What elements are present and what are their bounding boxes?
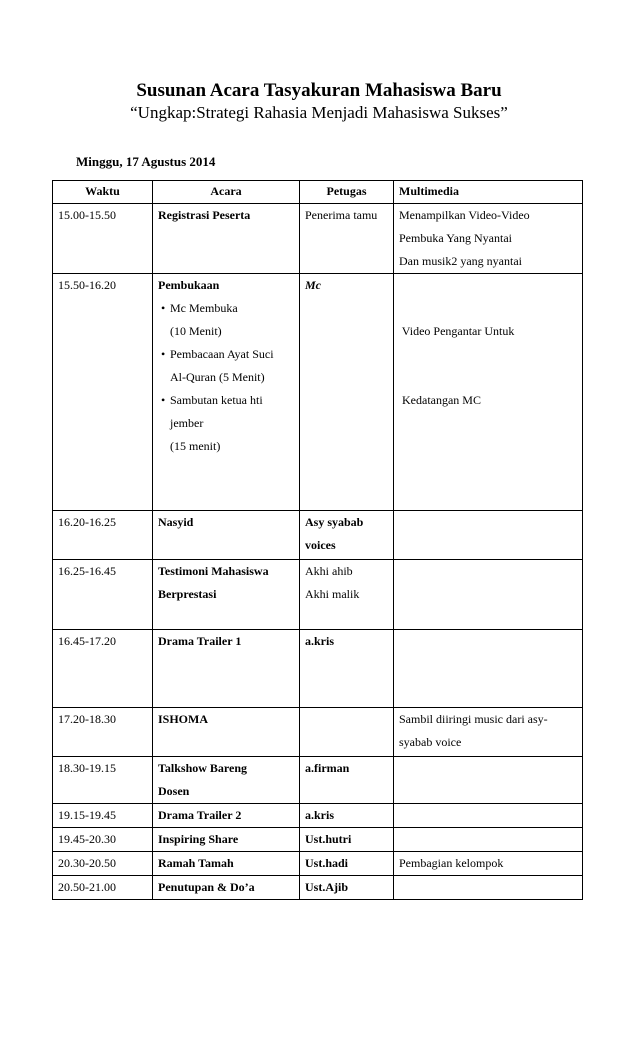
table-row bbox=[53, 204, 583, 274]
cell-waktu: 20.30-20.50 bbox=[53, 852, 153, 876]
multimedia-line: Menampilkan Video-Video bbox=[399, 208, 530, 222]
cell-petugas bbox=[300, 560, 394, 630]
table-row bbox=[53, 876, 583, 900]
cell-multimedia: Pembagian kelompok bbox=[394, 852, 583, 876]
table-row bbox=[53, 708, 583, 757]
event-date: Minggu, 17 Agustus 2014 bbox=[76, 154, 216, 169]
cell-waktu: 20.50-21.00 bbox=[53, 876, 153, 900]
multimedia-line: Kedatangan MC bbox=[399, 393, 481, 407]
cell-multimedia bbox=[394, 708, 583, 757]
cell-acara bbox=[153, 560, 300, 630]
header-multimedia: Multimedia bbox=[394, 181, 583, 204]
cell-multimedia bbox=[394, 204, 583, 274]
list-item bbox=[158, 343, 294, 389]
bullet-icon: • bbox=[161, 393, 166, 407]
table-row bbox=[53, 274, 583, 511]
multimedia-line: syabab voice bbox=[399, 735, 462, 749]
cell-petugas: a.kris bbox=[300, 630, 394, 708]
cell-waktu: 17.20-18.30 bbox=[53, 708, 153, 757]
cell-petugas: Mc bbox=[300, 274, 394, 511]
table-row bbox=[53, 630, 583, 708]
cell-waktu: 15.00-15.50 bbox=[53, 204, 153, 274]
cell-waktu: 16.25-16.45 bbox=[53, 560, 153, 630]
document-title: Susunan Acara Tasyakuran Mahasiswa Baru bbox=[136, 80, 502, 101]
cell-waktu: 19.45-20.30 bbox=[53, 828, 153, 852]
cell-petugas: Ust.Ajib bbox=[300, 876, 394, 900]
header-petugas: Petugas bbox=[300, 181, 394, 204]
petugas-line: voices bbox=[305, 538, 336, 552]
petugas-line: Asy syabab bbox=[305, 515, 364, 529]
table-row bbox=[53, 804, 583, 828]
petugas-line: Akhi ahib bbox=[305, 564, 353, 578]
cell-petugas bbox=[300, 511, 394, 560]
cell-waktu: 18.30-19.15 bbox=[53, 757, 153, 804]
cell-multimedia bbox=[394, 630, 583, 708]
multimedia-line: Video Pengantar Untuk bbox=[399, 324, 515, 338]
cell-acara: Inspiring Share bbox=[153, 828, 300, 852]
acara-line: Talkshow Bareng bbox=[158, 761, 248, 775]
header-waktu: Waktu bbox=[53, 181, 153, 204]
cell-multimedia bbox=[394, 274, 583, 511]
cell-petugas bbox=[300, 708, 394, 757]
table-header-row bbox=[53, 181, 583, 204]
table-row bbox=[53, 560, 583, 630]
cell-petugas: a.firman bbox=[300, 757, 394, 804]
cell-acara: Registrasi Peserta bbox=[153, 204, 300, 274]
document-subtitle: “Ungkap:Strategi Rahasia Menjadi Mahasiswa Sukses” bbox=[130, 103, 508, 122]
cell-multimedia bbox=[394, 828, 583, 852]
table-row bbox=[53, 757, 583, 804]
cell-multimedia bbox=[394, 757, 583, 804]
cell-multimedia bbox=[394, 511, 583, 560]
multimedia-line: Dan musik2 yang nyantai bbox=[399, 254, 522, 268]
bullet-icon: • bbox=[161, 347, 166, 361]
cell-acara: Nasyid bbox=[153, 511, 300, 560]
cell-acara: Drama Trailer 2 bbox=[153, 804, 300, 828]
sub-item-text: Pembacaan Ayat Suci bbox=[170, 347, 274, 361]
sub-item-text: (15 menit) bbox=[170, 439, 221, 453]
cell-waktu: 16.45-17.20 bbox=[53, 630, 153, 708]
cell-waktu: 15.50-16.20 bbox=[53, 274, 153, 511]
sub-item-text: Mc Membuka bbox=[170, 301, 238, 315]
list-item bbox=[158, 297, 294, 343]
acara-line: Testimoni Mahasiswa bbox=[158, 564, 269, 578]
cell-waktu: 16.20-16.25 bbox=[53, 511, 153, 560]
petugas-line: Akhi malik bbox=[305, 587, 360, 601]
cell-petugas: Penerima tamu bbox=[300, 204, 394, 274]
table-row bbox=[53, 852, 583, 876]
cell-petugas: a.kris bbox=[300, 804, 394, 828]
cell-acara: Ramah Tamah bbox=[153, 852, 300, 876]
cell-acara: ISHOMA bbox=[153, 708, 300, 757]
cell-petugas: Ust.hutri bbox=[300, 828, 394, 852]
multimedia-line: Pembuka Yang Nyantai bbox=[399, 231, 512, 245]
cell-acara: Penutupan & Do’a bbox=[153, 876, 300, 900]
sub-item-text: Al-Quran (5 Menit) bbox=[170, 370, 265, 384]
acara-heading: Pembukaan bbox=[158, 278, 220, 292]
table-row bbox=[53, 828, 583, 852]
acara-sub-list bbox=[158, 297, 294, 458]
cell-multimedia bbox=[394, 876, 583, 900]
cell-acara bbox=[153, 757, 300, 804]
list-item bbox=[158, 389, 294, 458]
cell-multimedia bbox=[394, 804, 583, 828]
acara-line: Dosen bbox=[158, 784, 190, 798]
bullet-icon: • bbox=[161, 301, 166, 315]
header-acara: Acara bbox=[153, 181, 300, 204]
schedule-table bbox=[52, 180, 583, 900]
table-row bbox=[53, 511, 583, 560]
sub-item-text: (10 Menit) bbox=[170, 324, 222, 338]
sub-item-text: Sambutan ketua hti bbox=[170, 393, 263, 407]
cell-acara bbox=[153, 274, 300, 511]
multimedia-line: Sambil diiringi music dari asy- bbox=[399, 712, 548, 726]
cell-waktu: 19.15-19.45 bbox=[53, 804, 153, 828]
cell-petugas: Ust.hadi bbox=[300, 852, 394, 876]
sub-item-text: jember bbox=[170, 416, 204, 430]
acara-line: Berprestasi bbox=[158, 587, 217, 601]
cell-multimedia bbox=[394, 560, 583, 630]
cell-acara: Drama Trailer 1 bbox=[153, 630, 300, 708]
